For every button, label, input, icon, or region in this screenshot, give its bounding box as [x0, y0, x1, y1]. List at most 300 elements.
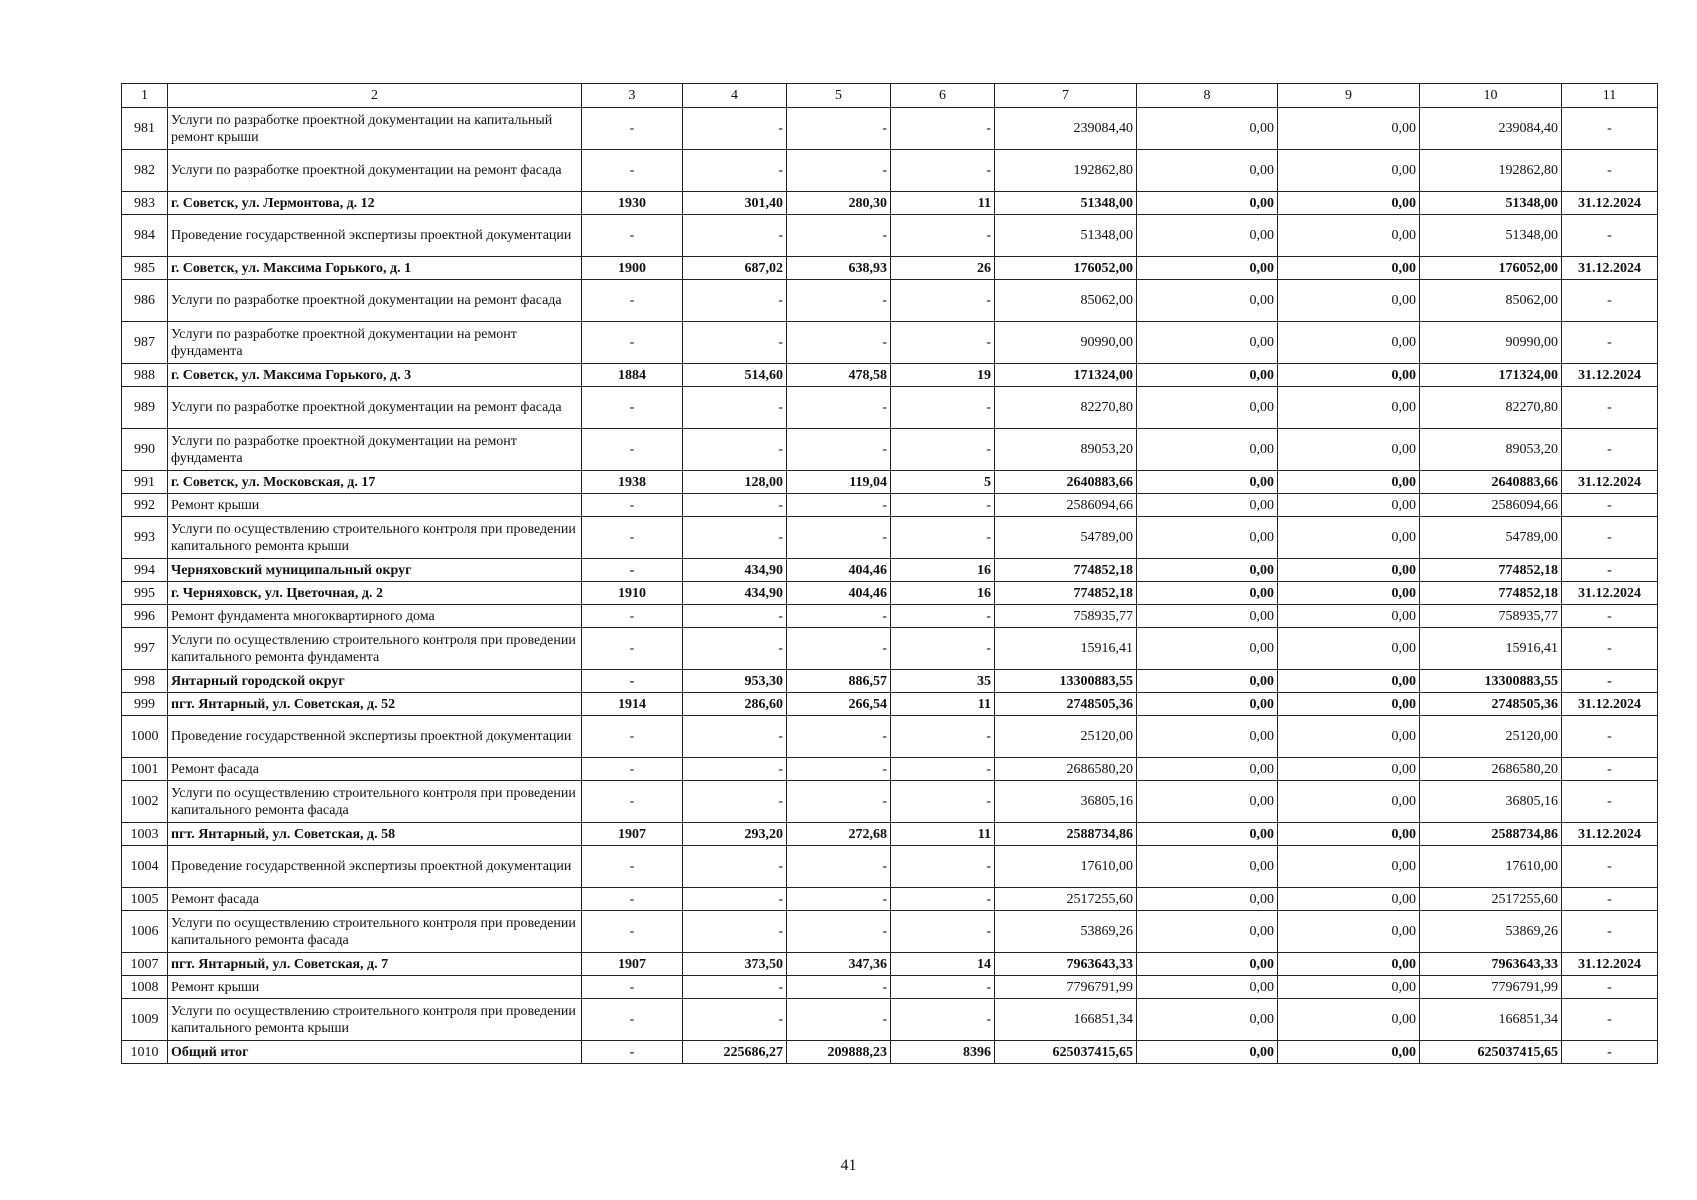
table-row	[122, 257, 1658, 280]
cost-fund-cell: 0,00	[1137, 693, 1278, 716]
cost-total-cell: 7796791,99	[995, 976, 1137, 999]
cost-total-cell: 82270,80	[995, 387, 1137, 429]
item-name-cell: Услуги по осуществлению строительного контроля при проведении капитального ремонта фасада	[168, 911, 582, 953]
deadline-cell: -	[1562, 716, 1658, 758]
cost-fund-cell: 0,00	[1137, 150, 1278, 192]
row-number-cell: 1001	[122, 758, 168, 781]
table-row	[122, 364, 1658, 387]
year-built-cell: -	[582, 605, 683, 628]
area-living-cell: -	[787, 494, 891, 517]
cost-other-cell: 0,00	[1278, 322, 1420, 364]
area-living-cell: 209888,23	[787, 1041, 891, 1064]
row-number-cell: 991	[122, 471, 168, 494]
cost-regional-cell: 53869,26	[1420, 911, 1562, 953]
cost-regional-cell: 2586094,66	[1420, 494, 1562, 517]
year-built-cell: -	[582, 628, 683, 670]
cost-regional-cell: 51348,00	[1420, 192, 1562, 215]
residents-cell: 11	[891, 823, 995, 846]
cost-other-cell: 0,00	[1278, 976, 1420, 999]
year-built-cell: -	[582, 758, 683, 781]
residents-cell: 19	[891, 364, 995, 387]
row-number-cell: 1002	[122, 781, 168, 823]
cost-total-cell: 171324,00	[995, 364, 1137, 387]
cost-regional-cell: 239084,40	[1420, 108, 1562, 150]
table-row	[122, 823, 1658, 846]
cost-total-cell: 54789,00	[995, 517, 1137, 559]
table-row	[122, 1041, 1658, 1064]
deadline-cell: -	[1562, 888, 1658, 911]
table-row	[122, 976, 1658, 999]
area-total-cell: -	[683, 108, 787, 150]
cost-total-cell: 166851,34	[995, 999, 1137, 1041]
table-row	[122, 758, 1658, 781]
cost-total-cell: 2517255,60	[995, 888, 1137, 911]
cost-fund-cell: 0,00	[1137, 999, 1278, 1041]
year-built-cell: 1910	[582, 582, 683, 605]
year-built-cell: 1884	[582, 364, 683, 387]
area-living-cell: -	[787, 517, 891, 559]
cost-other-cell: 0,00	[1278, 471, 1420, 494]
deadline-cell: -	[1562, 911, 1658, 953]
area-living-cell: 404,46	[787, 582, 891, 605]
header-cell: 4	[683, 84, 787, 108]
cost-fund-cell: 0,00	[1137, 888, 1278, 911]
row-number-cell: 998	[122, 670, 168, 693]
row-number-cell: 994	[122, 559, 168, 582]
area-total-cell: -	[683, 150, 787, 192]
area-total-cell: 286,60	[683, 693, 787, 716]
item-name-cell: Ремонт крыши	[168, 976, 582, 999]
deadline-cell: -	[1562, 387, 1658, 429]
cost-total-cell: 774852,18	[995, 559, 1137, 582]
item-name-cell: Услуги по осуществлению строительного контроля при проведении капитального ремонта фасада	[168, 781, 582, 823]
item-name-cell: Услуги по разработке проектной документации на ремонт фундамента	[168, 322, 582, 364]
cost-other-cell: 0,00	[1278, 781, 1420, 823]
area-living-cell: -	[787, 387, 891, 429]
cost-total-cell: 758935,77	[995, 605, 1137, 628]
cost-regional-cell: 17610,00	[1420, 846, 1562, 888]
residents-cell: -	[891, 628, 995, 670]
cost-regional-cell: 2588734,86	[1420, 823, 1562, 846]
item-name-cell: Услуги по разработке проектной документации на капитальный ремонт крыши	[168, 108, 582, 150]
area-living-cell: 280,30	[787, 192, 891, 215]
table-row	[122, 582, 1658, 605]
year-built-cell: -	[582, 429, 683, 471]
row-number-cell: 996	[122, 605, 168, 628]
cost-total-cell: 90990,00	[995, 322, 1137, 364]
area-living-cell: -	[787, 911, 891, 953]
cost-fund-cell: 0,00	[1137, 976, 1278, 999]
year-built-cell: -	[582, 999, 683, 1041]
row-number-cell: 987	[122, 322, 168, 364]
deadline-cell: 31.12.2024	[1562, 582, 1658, 605]
cost-regional-cell: 774852,18	[1420, 582, 1562, 605]
area-total-cell: 434,90	[683, 559, 787, 582]
year-built-cell: 1914	[582, 693, 683, 716]
cost-fund-cell: 0,00	[1137, 605, 1278, 628]
cost-fund-cell: 0,00	[1137, 670, 1278, 693]
cost-total-cell: 85062,00	[995, 280, 1137, 322]
cost-other-cell: 0,00	[1278, 215, 1420, 257]
row-number-cell: 992	[122, 494, 168, 517]
cost-other-cell: 0,00	[1278, 758, 1420, 781]
header-cell: 6	[891, 84, 995, 108]
cost-total-cell: 625037415,65	[995, 1041, 1137, 1064]
year-built-cell: -	[582, 888, 683, 911]
cost-fund-cell: 0,00	[1137, 494, 1278, 517]
cost-regional-cell: 2748505,36	[1420, 693, 1562, 716]
item-name-cell: Услуги по разработке проектной документации на ремонт фундамента	[168, 429, 582, 471]
deadline-cell: -	[1562, 846, 1658, 888]
area-total-cell: -	[683, 628, 787, 670]
area-living-cell: 119,04	[787, 471, 891, 494]
residents-cell: -	[891, 888, 995, 911]
area-total-cell: 434,90	[683, 582, 787, 605]
area-total-cell: -	[683, 911, 787, 953]
cost-fund-cell: 0,00	[1137, 582, 1278, 605]
cost-total-cell: 2588734,86	[995, 823, 1137, 846]
header-cell: 1	[122, 84, 168, 108]
deadline-cell: -	[1562, 976, 1658, 999]
deadline-cell: -	[1562, 605, 1658, 628]
cost-regional-cell: 51348,00	[1420, 215, 1562, 257]
residents-cell: -	[891, 716, 995, 758]
residents-cell: -	[891, 911, 995, 953]
deadline-cell: 31.12.2024	[1562, 192, 1658, 215]
residents-cell: -	[891, 215, 995, 257]
deadline-cell: -	[1562, 280, 1658, 322]
year-built-cell: -	[582, 976, 683, 999]
cost-total-cell: 17610,00	[995, 846, 1137, 888]
year-built-cell: -	[582, 670, 683, 693]
header-cell: 8	[1137, 84, 1278, 108]
cost-regional-cell: 171324,00	[1420, 364, 1562, 387]
table-row	[122, 999, 1658, 1041]
item-name-cell: Ремонт фасада	[168, 758, 582, 781]
cost-fund-cell: 0,00	[1137, 628, 1278, 670]
area-living-cell: 347,36	[787, 953, 891, 976]
residents-cell: -	[891, 976, 995, 999]
area-total-cell: -	[683, 605, 787, 628]
item-name-cell: Черняховский муниципальный округ	[168, 559, 582, 582]
cost-fund-cell: 0,00	[1137, 559, 1278, 582]
year-built-cell: -	[582, 150, 683, 192]
cost-total-cell: 53869,26	[995, 911, 1137, 953]
residents-cell: 8396	[891, 1041, 995, 1064]
deadline-cell: -	[1562, 429, 1658, 471]
row-number-cell: 988	[122, 364, 168, 387]
area-total-cell: -	[683, 758, 787, 781]
cost-total-cell: 2640883,66	[995, 471, 1137, 494]
area-total-cell: -	[683, 387, 787, 429]
cost-other-cell: 0,00	[1278, 108, 1420, 150]
cost-fund-cell: 0,00	[1137, 215, 1278, 257]
deadline-cell: 31.12.2024	[1562, 364, 1658, 387]
cost-other-cell: 0,00	[1278, 257, 1420, 280]
item-name-cell: Янтарный городской округ	[168, 670, 582, 693]
cost-fund-cell: 0,00	[1137, 364, 1278, 387]
table-row	[122, 387, 1658, 429]
cost-fund-cell: 0,00	[1137, 953, 1278, 976]
cost-regional-cell: 90990,00	[1420, 322, 1562, 364]
area-total-cell: 373,50	[683, 953, 787, 976]
cost-regional-cell: 625037415,65	[1420, 1041, 1562, 1064]
area-total-cell: 293,20	[683, 823, 787, 846]
table-row	[122, 280, 1658, 322]
cost-other-cell: 0,00	[1278, 364, 1420, 387]
area-living-cell: 478,58	[787, 364, 891, 387]
cost-total-cell: 7963643,33	[995, 953, 1137, 976]
cost-other-cell: 0,00	[1278, 559, 1420, 582]
table-row	[122, 846, 1658, 888]
area-living-cell: -	[787, 150, 891, 192]
item-name-cell: г. Советск, ул. Максима Горького, д. 3	[168, 364, 582, 387]
cost-fund-cell: 0,00	[1137, 387, 1278, 429]
cost-other-cell: 0,00	[1278, 150, 1420, 192]
cost-other-cell: 0,00	[1278, 517, 1420, 559]
residents-cell: 11	[891, 693, 995, 716]
cost-fund-cell: 0,00	[1137, 429, 1278, 471]
cost-fund-cell: 0,00	[1137, 911, 1278, 953]
cost-regional-cell: 15916,41	[1420, 628, 1562, 670]
item-name-cell: Проведение государственной экспертизы проектной документации	[168, 716, 582, 758]
table-row	[122, 494, 1658, 517]
row-number-cell: 985	[122, 257, 168, 280]
area-living-cell: -	[787, 215, 891, 257]
area-living-cell: -	[787, 781, 891, 823]
year-built-cell: -	[582, 494, 683, 517]
item-name-cell: г. Советск, ул. Московская, д. 17	[168, 471, 582, 494]
area-total-cell: -	[683, 846, 787, 888]
row-number-cell: 983	[122, 192, 168, 215]
area-living-cell: -	[787, 628, 891, 670]
area-living-cell: 886,57	[787, 670, 891, 693]
cost-total-cell: 774852,18	[995, 582, 1137, 605]
cost-regional-cell: 176052,00	[1420, 257, 1562, 280]
cost-fund-cell: 0,00	[1137, 781, 1278, 823]
table-row	[122, 605, 1658, 628]
area-total-cell: 514,60	[683, 364, 787, 387]
table-row	[122, 322, 1658, 364]
table-row	[122, 628, 1658, 670]
cost-total-cell: 176052,00	[995, 257, 1137, 280]
item-name-cell: Проведение государственной экспертизы проектной документации	[168, 215, 582, 257]
row-number-cell: 984	[122, 215, 168, 257]
cost-fund-cell: 0,00	[1137, 322, 1278, 364]
year-built-cell: -	[582, 387, 683, 429]
header-cell: 9	[1278, 84, 1420, 108]
residents-cell: 11	[891, 192, 995, 215]
cost-total-cell: 13300883,55	[995, 670, 1137, 693]
residents-cell: 26	[891, 257, 995, 280]
residents-cell: -	[891, 494, 995, 517]
deadline-cell: -	[1562, 1041, 1658, 1064]
item-name-cell: г. Черняховск, ул. Цветочная, д. 2	[168, 582, 582, 605]
deadline-cell: -	[1562, 999, 1658, 1041]
page-number: 41	[840, 1157, 857, 1174]
row-number-cell: 997	[122, 628, 168, 670]
area-living-cell: -	[787, 758, 891, 781]
cost-fund-cell: 0,00	[1137, 823, 1278, 846]
cost-total-cell: 192862,80	[995, 150, 1137, 192]
deadline-cell: -	[1562, 108, 1658, 150]
cost-regional-cell: 166851,34	[1420, 999, 1562, 1041]
table-row	[122, 429, 1658, 471]
residents-cell: -	[891, 517, 995, 559]
table-row	[122, 192, 1658, 215]
cost-fund-cell: 0,00	[1137, 257, 1278, 280]
year-built-cell: 1907	[582, 953, 683, 976]
area-total-cell: -	[683, 716, 787, 758]
column-number-header	[122, 84, 1658, 108]
area-total-cell: -	[683, 322, 787, 364]
year-built-cell: -	[582, 108, 683, 150]
cost-fund-cell: 0,00	[1137, 846, 1278, 888]
cost-total-cell: 15916,41	[995, 628, 1137, 670]
cost-other-cell: 0,00	[1278, 846, 1420, 888]
cost-regional-cell: 82270,80	[1420, 387, 1562, 429]
area-total-cell: -	[683, 781, 787, 823]
item-name-cell: пгт. Янтарный, ул. Советская, д. 7	[168, 953, 582, 976]
residents-cell: -	[891, 322, 995, 364]
register-sheet	[121, 83, 1657, 1064]
row-number-cell: 1000	[122, 716, 168, 758]
year-built-cell: -	[582, 911, 683, 953]
area-total-cell: 687,02	[683, 257, 787, 280]
cost-other-cell: 0,00	[1278, 605, 1420, 628]
area-living-cell: -	[787, 716, 891, 758]
cost-other-cell: 0,00	[1278, 693, 1420, 716]
register-table	[121, 83, 1658, 1064]
item-name-cell: Общий итог	[168, 1041, 582, 1064]
item-name-cell: Услуги по осуществлению строительного контроля при проведении капитального ремонта крыши	[168, 517, 582, 559]
header-cell: 10	[1420, 84, 1562, 108]
cost-regional-cell: 13300883,55	[1420, 670, 1562, 693]
header-cell: 5	[787, 84, 891, 108]
area-total-cell: -	[683, 215, 787, 257]
table-row	[122, 888, 1658, 911]
cost-fund-cell: 0,00	[1137, 1041, 1278, 1064]
area-living-cell: -	[787, 999, 891, 1041]
residents-cell: -	[891, 150, 995, 192]
item-name-cell: Проведение государственной экспертизы проектной документации	[168, 846, 582, 888]
header-cell: 11	[1562, 84, 1658, 108]
residents-cell: -	[891, 280, 995, 322]
area-total-cell: -	[683, 517, 787, 559]
item-name-cell: пгт. Янтарный, ул. Советская, д. 52	[168, 693, 582, 716]
year-built-cell: -	[582, 559, 683, 582]
row-number-cell: 986	[122, 280, 168, 322]
table-row	[122, 953, 1658, 976]
residents-cell: -	[891, 758, 995, 781]
cost-total-cell: 25120,00	[995, 716, 1137, 758]
year-built-cell: 1900	[582, 257, 683, 280]
row-number-cell: 993	[122, 517, 168, 559]
row-number-cell: 982	[122, 150, 168, 192]
cost-regional-cell: 25120,00	[1420, 716, 1562, 758]
cost-other-cell: 0,00	[1278, 888, 1420, 911]
year-built-cell: -	[582, 846, 683, 888]
deadline-cell: -	[1562, 215, 1658, 257]
cost-other-cell: 0,00	[1278, 280, 1420, 322]
deadline-cell: -	[1562, 322, 1658, 364]
area-total-cell: -	[683, 429, 787, 471]
item-name-cell: Услуги по осуществлению строительного контроля при проведении капитального ремонта фундамента	[168, 628, 582, 670]
area-living-cell: 272,68	[787, 823, 891, 846]
residents-cell: 5	[891, 471, 995, 494]
cost-other-cell: 0,00	[1278, 429, 1420, 471]
cost-total-cell: 2586094,66	[995, 494, 1137, 517]
header-cell: 7	[995, 84, 1137, 108]
table-row	[122, 517, 1658, 559]
item-name-cell: Ремонт фундамента многоквартирного дома	[168, 605, 582, 628]
item-name-cell: Услуги по разработке проектной документации на ремонт фасада	[168, 280, 582, 322]
residents-cell: 14	[891, 953, 995, 976]
area-living-cell: -	[787, 429, 891, 471]
cost-regional-cell: 89053,20	[1420, 429, 1562, 471]
cost-fund-cell: 0,00	[1137, 192, 1278, 215]
cost-other-cell: 0,00	[1278, 999, 1420, 1041]
area-living-cell: 638,93	[787, 257, 891, 280]
area-total-cell: 225686,27	[683, 1041, 787, 1064]
cost-other-cell: 0,00	[1278, 192, 1420, 215]
row-number-cell: 1007	[122, 953, 168, 976]
row-number-cell: 1006	[122, 911, 168, 953]
year-built-cell: -	[582, 322, 683, 364]
cost-total-cell: 2748505,36	[995, 693, 1137, 716]
cost-fund-cell: 0,00	[1137, 471, 1278, 494]
item-name-cell: Ремонт фасада	[168, 888, 582, 911]
cost-total-cell: 51348,00	[995, 192, 1137, 215]
area-living-cell: -	[787, 108, 891, 150]
year-built-cell: -	[582, 280, 683, 322]
table-row	[122, 471, 1658, 494]
cost-total-cell: 239084,40	[995, 108, 1137, 150]
area-total-cell: -	[683, 888, 787, 911]
year-built-cell: -	[582, 716, 683, 758]
cost-other-cell: 0,00	[1278, 628, 1420, 670]
row-number-cell: 1010	[122, 1041, 168, 1064]
row-number-cell: 1004	[122, 846, 168, 888]
area-living-cell: -	[787, 322, 891, 364]
cost-other-cell: 0,00	[1278, 670, 1420, 693]
deadline-cell: 31.12.2024	[1562, 693, 1658, 716]
residents-cell: 16	[891, 559, 995, 582]
deadline-cell: -	[1562, 781, 1658, 823]
row-number-cell: 1009	[122, 999, 168, 1041]
deadline-cell: -	[1562, 494, 1658, 517]
table-body	[122, 84, 1658, 1064]
cost-total-cell: 2686580,20	[995, 758, 1137, 781]
row-number-cell: 1003	[122, 823, 168, 846]
deadline-cell: 31.12.2024	[1562, 823, 1658, 846]
area-living-cell: -	[787, 846, 891, 888]
table-row	[122, 716, 1658, 758]
cost-regional-cell: 2517255,60	[1420, 888, 1562, 911]
residents-cell: -	[891, 429, 995, 471]
table-row	[122, 693, 1658, 716]
residents-cell: -	[891, 605, 995, 628]
item-name-cell: Ремонт крыши	[168, 494, 582, 517]
residents-cell: -	[891, 781, 995, 823]
row-number-cell: 990	[122, 429, 168, 471]
item-name-cell: г. Советск, ул. Максима Горького, д. 1	[168, 257, 582, 280]
table-row	[122, 215, 1658, 257]
table-row	[122, 911, 1658, 953]
year-built-cell: -	[582, 781, 683, 823]
cost-total-cell: 89053,20	[995, 429, 1137, 471]
area-total-cell: -	[683, 494, 787, 517]
